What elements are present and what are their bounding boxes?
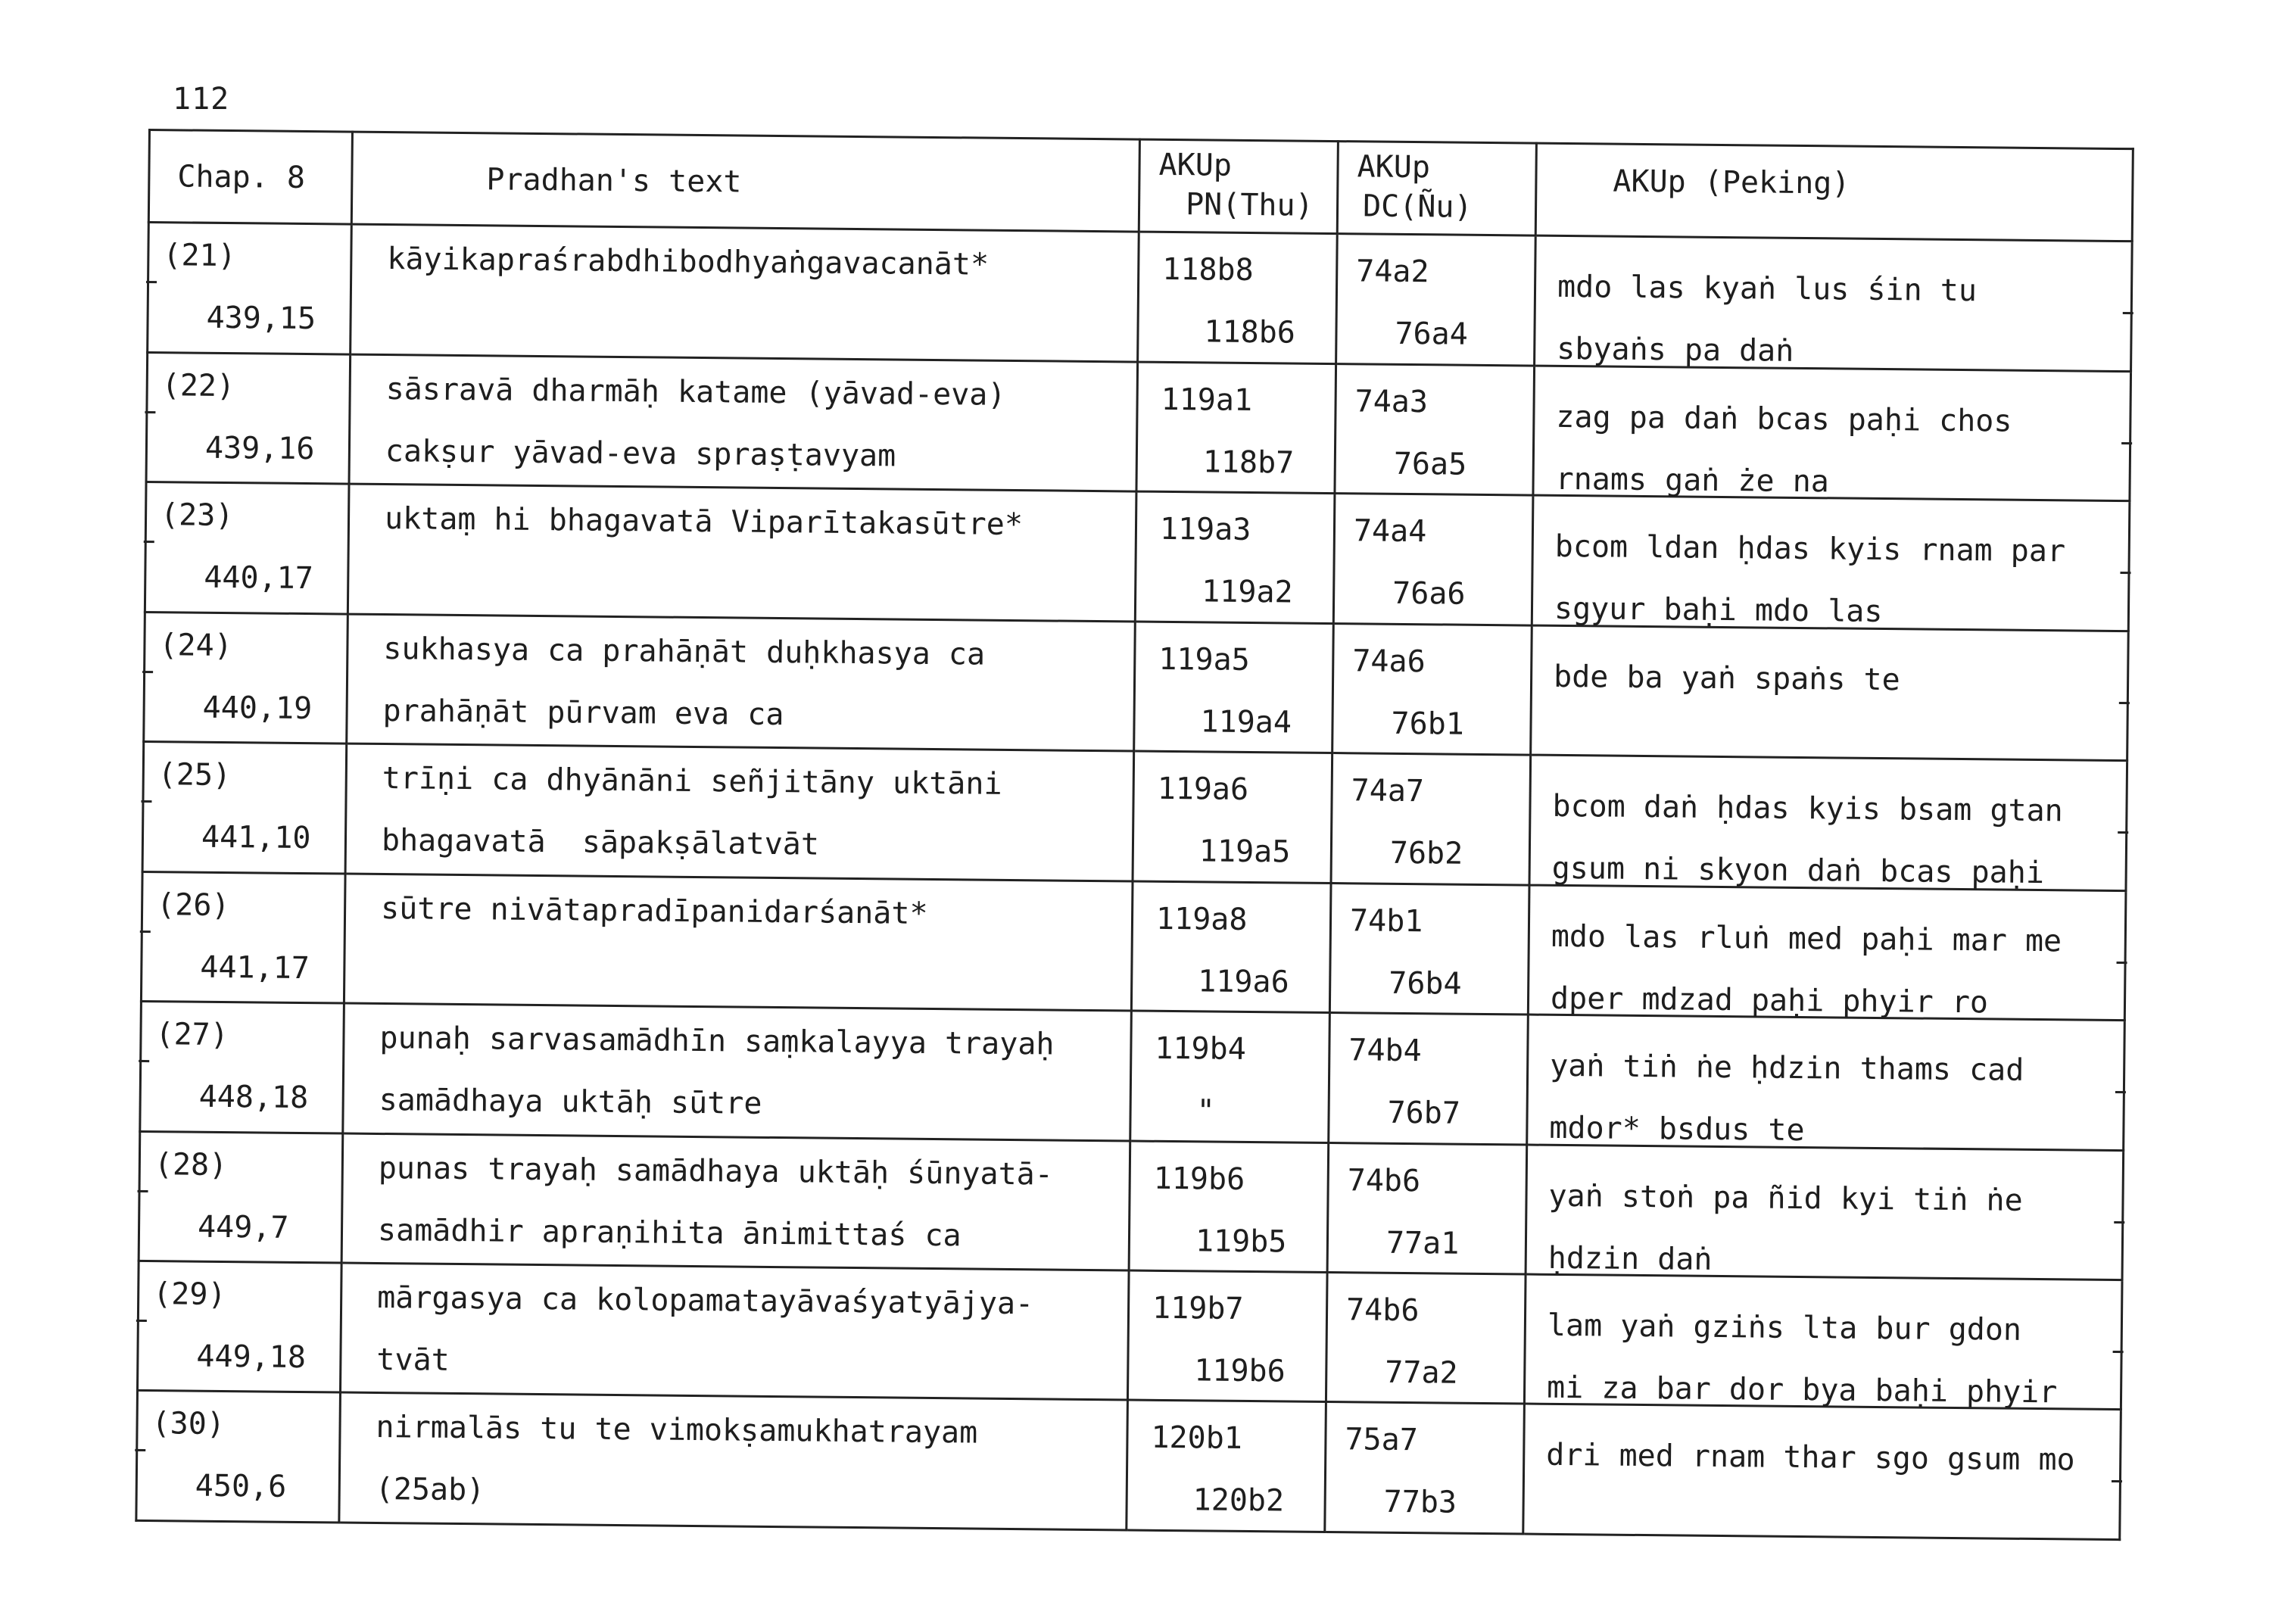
pn-folio-1: 120b1 — [1151, 1420, 1243, 1457]
dc-cell — [1329, 1013, 1529, 1145]
pradhan-text-cell — [343, 1003, 1132, 1140]
page-line-ref: 439,15 — [206, 301, 316, 337]
header-akup-dc — [1337, 142, 1536, 236]
dc-folio-1: 74b6 — [1347, 1162, 1421, 1199]
dc-cell — [1332, 623, 1532, 755]
dc-folio-1: 74b6 — [1345, 1292, 1420, 1329]
tibetan-line-1: bcom daṅ ḥdas kyis bsam gtan — [1552, 788, 2063, 829]
pn-cell — [1133, 751, 1332, 883]
margin-tick-right — [2120, 572, 2130, 574]
dc-cell — [1333, 494, 1533, 625]
margin-tick — [146, 281, 157, 283]
pn-folio-1: 119b4 — [1155, 1030, 1247, 1068]
dc-folio-2: 76b2 — [1389, 835, 1463, 871]
margin-tick — [142, 671, 153, 673]
chapter-cell — [140, 1002, 344, 1133]
dc-folio-2: 76b1 — [1391, 706, 1465, 742]
dc-folio-2: 76a5 — [1393, 446, 1467, 482]
dc-cell — [1329, 883, 1529, 1015]
header-chapter: Chap. 8 — [148, 130, 352, 225]
row-number: (25) — [157, 757, 232, 793]
tibetan-line-1: lam yaṅ gziṅs lta bur gdon — [1547, 1308, 2022, 1348]
table-row — [141, 871, 2126, 1021]
tibetan-line-2: dper mdzad paḥi phyir ro — [1550, 980, 1989, 1020]
margin-tick — [139, 1060, 149, 1062]
peking-cell — [1533, 366, 2131, 501]
row-number: (27) — [155, 1017, 229, 1053]
header-pn-line1: AKUp — [1158, 147, 1233, 183]
table-row — [145, 482, 2130, 631]
dc-cell — [1325, 1402, 1525, 1534]
row-number: (29) — [153, 1276, 226, 1313]
sanskrit-line-2: samādhaya uktāḥ sūtre — [379, 1083, 762, 1121]
table-row — [136, 1391, 2121, 1540]
dc-folio-1: 74a2 — [1356, 254, 1429, 290]
peking-cell — [1527, 1015, 2125, 1150]
dc-cell — [1326, 1272, 1526, 1404]
page-line-ref: 450,6 — [195, 1469, 287, 1505]
table-row — [137, 1261, 2122, 1410]
margin-tick-right — [2117, 962, 2127, 964]
page-line-ref: 441,10 — [201, 819, 311, 856]
margin-tick-right — [2114, 1220, 2124, 1223]
margin-tick — [136, 1320, 147, 1322]
peking-cell — [1528, 885, 2126, 1021]
tibetan-line-1: yaṅ tiṅ ṅe ḥdzin thams cad — [1549, 1048, 2024, 1088]
pradhan-text-cell — [351, 224, 1139, 361]
page-line-ref: 440,17 — [204, 560, 314, 597]
row-number: (26) — [156, 887, 230, 923]
tibetan-line-2: mi za bar dor bya baḥi phyir — [1546, 1370, 2058, 1410]
pn-folio-2: " — [1196, 1093, 1215, 1129]
pn-cell — [1135, 491, 1335, 623]
pn-folio-1: 119a1 — [1161, 382, 1253, 418]
header-dc-line1: AKUp — [1357, 148, 1431, 185]
margin-tick — [141, 800, 151, 803]
peking-cell — [1524, 1274, 2122, 1410]
pn-cell — [1131, 881, 1331, 1013]
tibetan-line-1: zag pa daṅ bcas paḥi chos — [1556, 399, 2012, 439]
row-number: (21) — [163, 238, 236, 274]
pn-folio-1: 119a6 — [1157, 771, 1249, 808]
pn-folio-1: 119a3 — [1159, 512, 1251, 548]
margin-tick-right — [2118, 831, 2128, 834]
pn-cell — [1134, 622, 1334, 753]
pn-folio-1: 118b8 — [1162, 252, 1254, 288]
pn-folio-1: 119a5 — [1158, 641, 1250, 678]
sanskrit-line-2: bhagavatā sāpakṣālatvāt — [381, 823, 820, 862]
sanskrit-line-1: sāsravā dharmāḥ katame (yāvad-eva) — [385, 371, 1006, 413]
row-number: (22) — [161, 367, 235, 404]
sanskrit-line-2: cakṣur yāvad-eva spraṣṭavyam — [385, 433, 896, 474]
pn-cell — [1136, 362, 1336, 494]
row-number: (24) — [159, 627, 232, 663]
margin-tick — [140, 930, 151, 933]
pn-folio-2: 119a4 — [1200, 704, 1292, 740]
pn-cell — [1129, 1141, 1329, 1273]
dc-folio-1: 74a7 — [1351, 773, 1425, 809]
pn-folio-2: 119a6 — [1198, 963, 1289, 1000]
pn-cell — [1130, 1011, 1330, 1142]
pn-folio-1: 119a8 — [1155, 901, 1248, 937]
pradhan-text-cell — [349, 354, 1138, 491]
tibetan-line-2: sbyaṅs pa daṅ — [1557, 332, 1794, 369]
page-number: 112 — [173, 82, 230, 117]
pradhan-text-cell — [340, 1263, 1129, 1400]
sanskrit-line-2: prahāṇāt pūrvam eva ca — [382, 693, 784, 732]
dc-cell — [1327, 1142, 1527, 1274]
header-akup-pn — [1139, 139, 1338, 234]
peking-cell — [1532, 495, 2130, 631]
pradhan-text-cell — [348, 484, 1136, 621]
pradhan-text-cell — [345, 743, 1134, 881]
pn-folio-2: 118b6 — [1204, 314, 1296, 351]
margin-tick — [135, 1449, 145, 1451]
page-line-ref: 439,16 — [204, 430, 315, 466]
margin-tick-right — [2121, 442, 2132, 444]
dc-cell — [1331, 753, 1531, 885]
dc-folio-2: 77a2 — [1385, 1354, 1458, 1391]
tibetan-line-2: gsum ni skyon daṅ bcas paḥi — [1551, 850, 2045, 891]
table-row — [142, 742, 2127, 891]
pn-folio-2: 119a2 — [1201, 574, 1293, 610]
table-row — [146, 352, 2131, 501]
dc-folio-1: 74a3 — [1354, 384, 1429, 420]
sanskrit-line-1: punas trayaḥ samādhaya uktāḥ śūnyatā- — [378, 1150, 1054, 1192]
dc-folio-1: 74a4 — [1353, 513, 1427, 550]
tibetan-line-2: ḥdzin daṅ — [1548, 1240, 1713, 1277]
margin-tick-right — [2113, 1351, 2124, 1353]
page-line-ref: 440,19 — [202, 690, 313, 726]
chapter-cell — [148, 223, 352, 354]
dc-folio-2: 76b7 — [1387, 1095, 1461, 1131]
peking-cell — [1523, 1404, 2121, 1539]
pn-folio-1: 119b6 — [1153, 1161, 1245, 1197]
dc-folio-1: 75a7 — [1345, 1422, 1418, 1458]
margin-tick-right — [2123, 312, 2133, 314]
margin-tick — [145, 411, 155, 413]
peking-cell — [1535, 235, 2133, 371]
tibetan-line-2: mdor* bsdus te — [1549, 1110, 1805, 1149]
pn-folio-1: 119b7 — [1152, 1290, 1244, 1326]
tibetan-line-1: dri med rnam thar sgo gsum mo — [1546, 1438, 2075, 1478]
dc-folio-1: 74b1 — [1349, 902, 1423, 939]
row-number: (23) — [160, 497, 234, 534]
dc-folio-1: 74a6 — [1352, 643, 1426, 679]
header-pradhan-text: Pradhan's text — [351, 132, 1139, 232]
pradhan-text-cell — [344, 874, 1133, 1011]
pn-folio-2: 120b2 — [1192, 1482, 1285, 1519]
margin-tick — [138, 1189, 148, 1192]
dc-folio-2: 76b4 — [1389, 965, 1462, 1002]
sanskrit-line-2: samādhir apraṇihita ānimittaś ca — [377, 1212, 962, 1253]
chapter-cell — [136, 1391, 341, 1523]
row-number: (30) — [151, 1406, 226, 1442]
pn-folio-2: 119a5 — [1198, 834, 1291, 870]
sanskrit-line-1: nirmalās tu te vimokṣamukhatrayam — [376, 1410, 978, 1451]
sanskrit-line-2: (25ab) — [375, 1472, 485, 1508]
pradhan-text-cell — [347, 614, 1136, 751]
sanskrit-line-1: punaḥ sarvasamādhīn saṃkalayya trayaḥ — [379, 1021, 1055, 1062]
table-row — [140, 1002, 2125, 1151]
margin-tick — [144, 541, 154, 543]
page-line-ref: 441,17 — [200, 949, 310, 986]
page-line-ref: 449,7 — [197, 1209, 289, 1245]
pn-cell — [1127, 1400, 1326, 1532]
dc-folio-2: 76a6 — [1392, 576, 1466, 612]
margin-tick-right — [2115, 1091, 2126, 1093]
header-dc-line2: DC(Ñu) — [1362, 189, 1473, 225]
pn-cell — [1138, 232, 1338, 363]
margin-tick-right — [2112, 1480, 2122, 1482]
pn-folio-2: 119b5 — [1195, 1223, 1287, 1259]
pradhan-text-cell — [341, 1133, 1130, 1270]
sanskrit-line-1: sukhasya ca prahāṇāt duḥkhasya ca — [383, 631, 986, 672]
chapter-cell — [142, 742, 347, 874]
tibetan-line-1: bcom ldan ḥdas kyis rnam par — [1554, 529, 2066, 569]
table-row — [144, 612, 2129, 761]
dc-cell — [1336, 234, 1536, 366]
pradhan-text-cell — [339, 1392, 1128, 1530]
concordance-table — [135, 129, 2132, 1541]
pn-cell — [1127, 1270, 1327, 1402]
chapter-cell — [141, 871, 345, 1003]
tibetan-line-1: mdo las rluṅ med paḥi mar me — [1551, 918, 2062, 959]
sanskrit-line-1: mārgasya ca kolopamatayāvaśyatyājya- — [376, 1280, 1034, 1322]
peking-cell — [1529, 755, 2127, 890]
dc-folio-2: 77b3 — [1383, 1485, 1457, 1521]
tibetan-line-2: rnams gaṅ że na — [1555, 461, 1830, 500]
header-pn-line2: PN(Thu) — [1185, 186, 1314, 223]
dc-folio-2: 76a4 — [1395, 316, 1469, 353]
sanskrit-line-1: uktaṃ hi bhagavatā Viparītakasūtre* — [384, 501, 1024, 543]
pn-folio-2: 118b7 — [1202, 444, 1295, 481]
pn-folio-2: 119b6 — [1194, 1353, 1286, 1389]
tibetan-line-1: mdo las kyaṅ lus śin tu — [1557, 270, 1978, 309]
chapter-cell — [145, 482, 349, 614]
table-row — [139, 1131, 2124, 1280]
chapter-cell — [139, 1131, 343, 1263]
dc-folio-2: 77a1 — [1385, 1225, 1460, 1261]
sanskrit-line-1: trīṇi ca dhyānāni señjitāny uktāni — [382, 761, 1002, 803]
tibetan-line-1: yaṅ stoṅ pa ñid kyi tiṅ ṅe — [1548, 1178, 2023, 1218]
tibetan-line-2: sgyur baḥi mdo las — [1554, 591, 1883, 630]
chapter-cell — [146, 352, 351, 484]
sanskrit-line-2: tvāt — [376, 1342, 450, 1378]
dc-cell — [1335, 363, 1535, 495]
peking-cell — [1526, 1145, 2124, 1280]
peking-cell — [1531, 625, 2129, 761]
row-number: (28) — [154, 1146, 228, 1183]
margin-tick-right — [2119, 702, 2130, 704]
sanskrit-line-1: sūtre nivātapradīpanidarśanāt* — [380, 890, 928, 931]
table-row — [148, 223, 2133, 372]
tibetan-line-1: bde ba yaṅ spaṅs te — [1553, 659, 1900, 697]
header-akup-peking: AKUp (Peking) — [1535, 143, 2133, 242]
chapter-cell — [144, 612, 348, 743]
chapter-cell — [137, 1261, 341, 1392]
sanskrit-line-1: kāyikapraśrabdhibodhyaṅgavacanāt* — [387, 242, 990, 282]
page-line-ref: 449,18 — [196, 1339, 307, 1376]
dc-folio-1: 74b4 — [1348, 1033, 1422, 1069]
page-line-ref: 448,18 — [198, 1079, 309, 1116]
